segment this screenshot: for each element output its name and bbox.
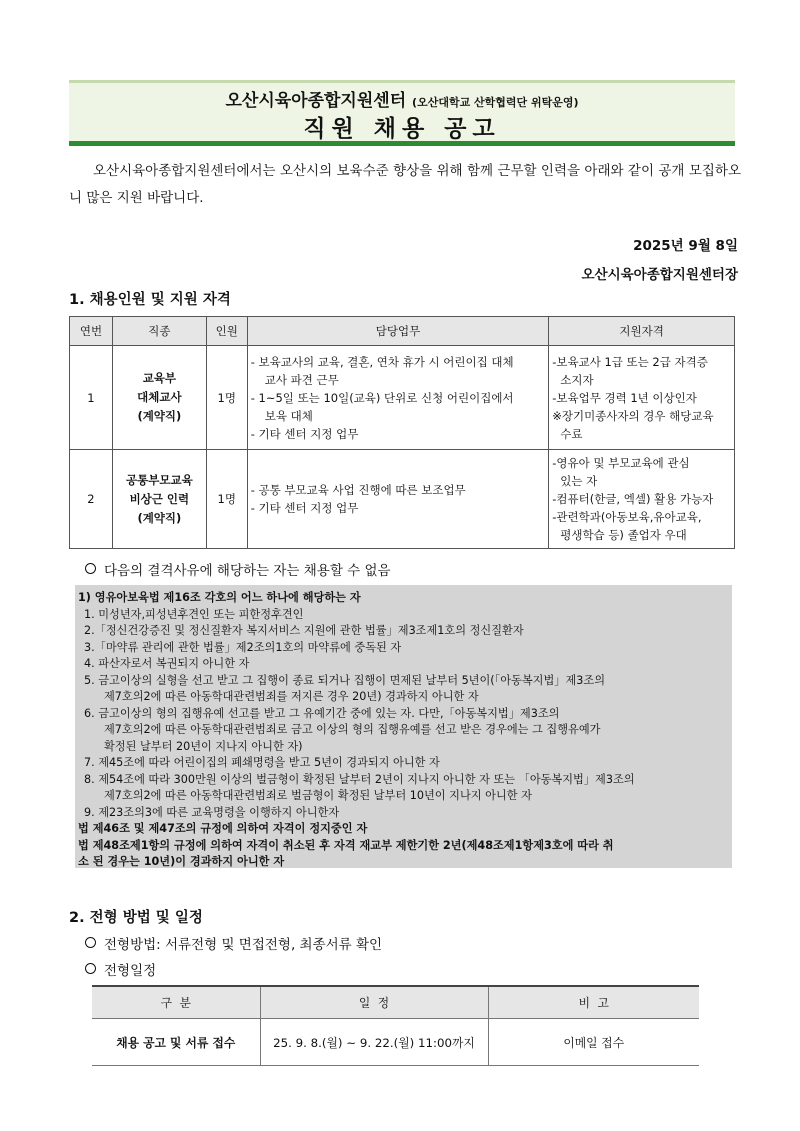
col-header: 비 고 xyxy=(488,986,699,1019)
disqual-line: 법 제48조제1항의 규정에 의하여 자격이 취소된 후 자격 재교부 제한기한 2년(제48조제1항제3호에 따라 취 xyxy=(78,838,614,852)
disqual-line: 7. 제45조에 따라 어린이집의 폐쇄명령을 받고 5년이 경과되지 아니한 자 xyxy=(84,756,440,769)
col-header: 구 분 xyxy=(92,986,260,1019)
col-header: 담당업무 xyxy=(247,317,549,346)
recruitment-table xyxy=(69,316,735,549)
duty-line: 보육 대체 xyxy=(264,408,313,423)
qual-line: -보육교사 1급 또는 2급 자격증 xyxy=(552,354,708,369)
job-line: 공통부모교육 xyxy=(126,472,193,487)
job-line: 교육부 xyxy=(142,371,177,385)
schedule-period: 25. 9. 8.(월) ~ 9. 22.(월) 11:00까지 xyxy=(260,1019,488,1066)
announcement-date: 2025년 9월 8일 xyxy=(633,238,738,254)
disqual-line: 제7호의2에 따른 아동학대관련범죄로 금고 이상의 형의 집행유예를 선고 받은 경우에는 그 집행유예가 xyxy=(104,723,601,736)
schedule-table xyxy=(92,985,699,1066)
col-header: 지원자격 xyxy=(549,317,735,346)
disqual-line: 1) 영유아보육법 제16조 각호의 어느 하나에 해당하는 자 xyxy=(78,591,361,604)
section1-heading: 1. 채용인원 및 지원 자격 xyxy=(69,292,231,308)
col-header: 연번 xyxy=(70,317,113,346)
disqual-line: 확정된 날부터 20년이 지나지 아니한 자) xyxy=(104,739,303,753)
disqual-line: 제7호의2에 따른 아동학대관련범죄로 벌금형이 확정된 날부터 10년이 지나지 아니한 자 xyxy=(104,789,532,802)
disqual-line: 5. 금고이상의 실형을 선고 받고 그 집행이 종료 되거나 집행이 면제된 날부터 5년이(「아동복지법」제3조의 xyxy=(84,673,606,687)
schedule-item: 채용 공고 및 서류 접수 xyxy=(92,1019,260,1066)
qual-line: -관련학과(아동보육,유아교육, xyxy=(552,510,702,524)
qual-line: -컴퓨터(한글, 엑셀) 활용 가능자 xyxy=(552,492,714,506)
col-header: 인원 xyxy=(206,317,247,346)
schedule-label xyxy=(85,959,156,979)
job-title xyxy=(112,450,206,549)
disqual-line: 1. 미성년자,피성년후견인 또는 피한정후견인 xyxy=(84,607,304,621)
disqualification-list xyxy=(78,590,732,871)
intro-paragraph: 오산시육아종합지원센터에서는 오산시의 보육수준 향상을 위해 함께 근무할 인력을 아래와 같이 공개 모집하오니 많은 지원 바랍니다. xyxy=(69,163,741,206)
qual-line: -보육업무 경력 1년 이상인자 xyxy=(552,390,697,405)
header-org-line xyxy=(69,86,735,111)
row-number: 2 xyxy=(70,450,113,549)
job-line: 대체교사 xyxy=(137,390,182,404)
duty-line: - 기타 센터 지정 업무 xyxy=(250,426,359,441)
qual-line: 있는 자 xyxy=(560,474,598,488)
job-line: (계약직) xyxy=(137,409,182,423)
duty-line: - 1~5일 또는 10일(교육) 단위로 신청 어린이집에서 xyxy=(250,390,514,405)
col-header: 직종 xyxy=(112,317,206,346)
qualifications xyxy=(549,346,735,450)
job-line: 비상근 인력 xyxy=(129,491,190,506)
headcount: 1명 xyxy=(206,346,247,450)
duty-line: - 보육교사의 교육, 결혼, 연차 휴가 시 어린이집 대체 xyxy=(250,354,514,369)
table-header-row xyxy=(70,317,735,346)
table-row xyxy=(70,450,735,549)
table-header-row xyxy=(92,986,699,1019)
selection-method-text: 전형방법: 서류전형 및 면접전형, 최종서류 확인 xyxy=(104,937,383,953)
schedule-label-text: 전형일정 xyxy=(104,963,157,979)
disqual-line: 4. 파산자로서 복권되지 아니한 자 xyxy=(84,657,250,670)
duty-line: - 기타 센터 지정 업무 xyxy=(250,501,359,515)
circle-bullet-icon xyxy=(85,937,96,948)
org-note: (오산대학교 산학협력단 위탁운영) xyxy=(412,96,579,109)
duties xyxy=(247,450,549,549)
circle-bullet-icon xyxy=(85,563,96,574)
disqualification-note-text: 다음의 결격사유에 해당하는 자는 채용할 수 없음 xyxy=(104,563,391,579)
job-title xyxy=(112,346,206,450)
qual-line: 수료 xyxy=(560,426,583,441)
disqual-line: 제7호의2에 따른 아동학대관련범죄를 저지른 경우 20년) 경과하지 아니한 자 xyxy=(104,690,479,703)
col-header: 일 정 xyxy=(260,986,488,1019)
qualifications xyxy=(549,450,735,549)
disqual-line: 2.「정신건강증진 및 정신질환자 복지서비스 지원에 관한 법률」제3조제1호의 정신질환자 xyxy=(84,624,524,637)
schedule-remark: 이메일 접수 xyxy=(488,1019,699,1066)
disqual-line: 3.「마약류 관리에 관한 법률」제2조의1호의 마약류에 중독된 자 xyxy=(84,640,402,654)
duty-line: - 공통 부모교육 사업 진행에 따른 보조업무 xyxy=(250,483,466,497)
qual-line: -영유아 및 부모교육에 관심 xyxy=(552,456,690,470)
qual-line: 소지자 xyxy=(560,372,594,387)
row-number: 1 xyxy=(70,346,113,450)
qual-line: 평생학습 등) 졸업자 우대 xyxy=(560,528,687,542)
headcount: 1명 xyxy=(206,450,247,549)
duty-line: 교사 파견 근무 xyxy=(264,372,339,387)
duties xyxy=(247,346,549,450)
disqual-line: 9. 제23조의3에 따른 교육명령을 이행하지 아니한자 xyxy=(84,805,340,819)
disqual-line: 6. 금고이상의 형의 집행유예 선고를 받고 그 유예기간 중에 있는 자. 다만,「아동복지법」제3조의 xyxy=(84,706,560,720)
page-title: 직원 채용 공고 xyxy=(303,116,501,142)
qual-line: ※장기미종사자의 경우 해당교육 xyxy=(552,408,714,423)
signature: 오산시육아종합지원센터장 xyxy=(581,267,738,283)
org-name: 오산시육아종합지원센터 xyxy=(225,91,407,111)
disqual-line: 8. 제54조에 따라 300만원 이상의 벌금형이 확정된 날부터 2년이 지나지 아니한 자 또는 「아동복지법」제3조의 xyxy=(84,772,635,786)
circle-bullet-icon xyxy=(85,963,96,974)
disqual-line: 법 제46조 및 제47조의 규정에 의하여 자격이 정지중인 자 xyxy=(78,822,368,835)
disqualification-note xyxy=(85,559,391,579)
job-line: (계약직) xyxy=(137,510,182,525)
selection-method xyxy=(85,933,382,953)
table-row xyxy=(70,346,735,450)
disqual-line: 소 된 경우는 10년)이 경과하지 아니한 자 xyxy=(78,855,285,868)
section2-heading: 2. 전형 방법 및 일정 xyxy=(69,910,203,926)
table-row xyxy=(92,1019,699,1066)
